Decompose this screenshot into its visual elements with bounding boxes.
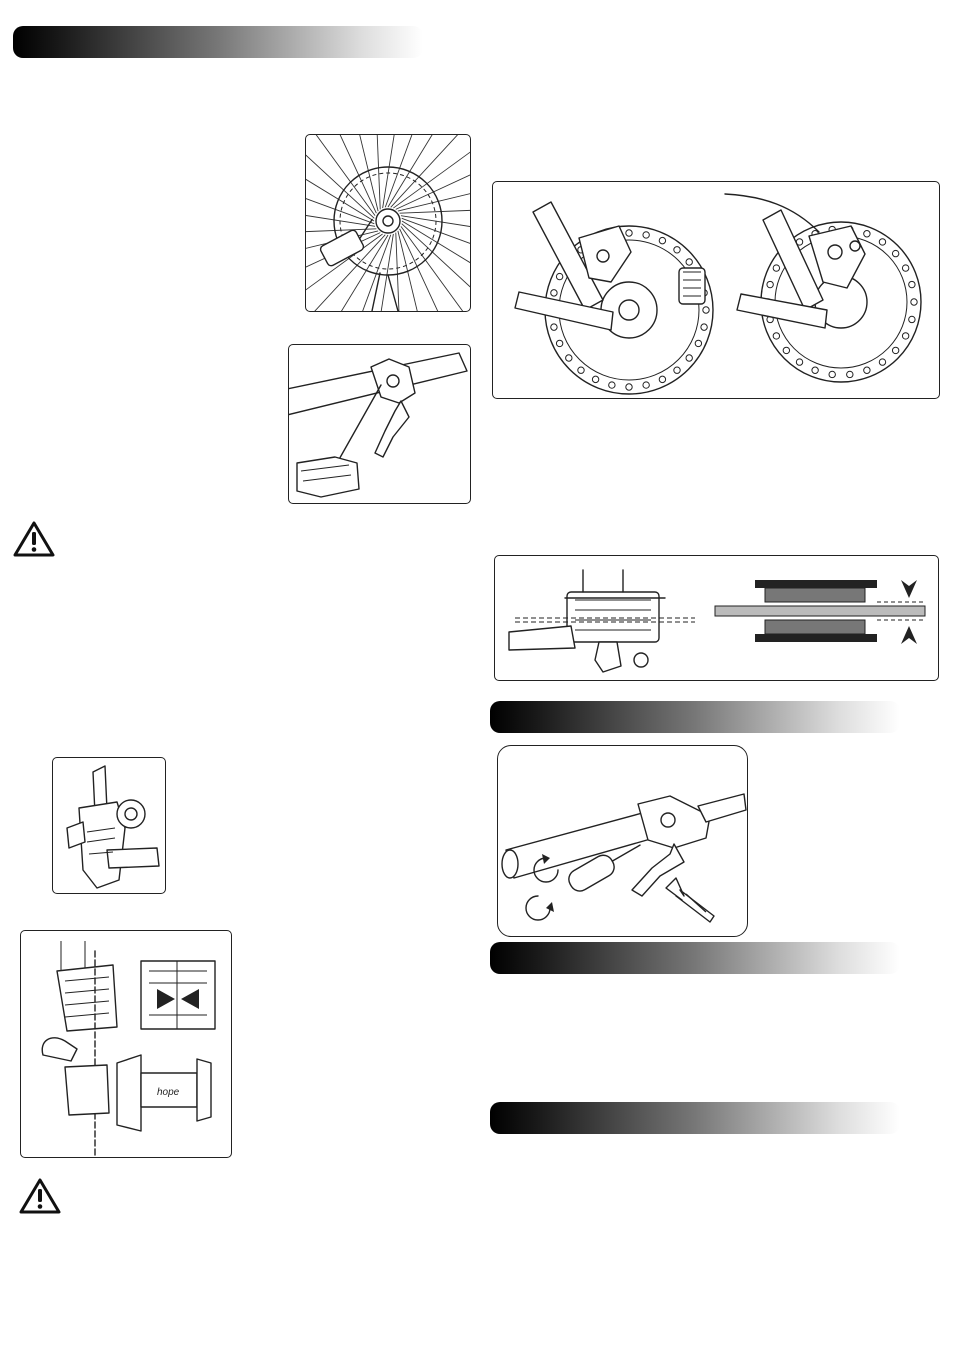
warning-triangle-icon bbox=[19, 1177, 61, 1215]
pad-gap-diagram bbox=[495, 556, 938, 680]
hub-logo: hope bbox=[157, 1087, 180, 1098]
caliper-rotor-illustration bbox=[493, 182, 939, 398]
warning-triangle-icon bbox=[13, 520, 55, 558]
figure-adaptor-detail bbox=[52, 757, 166, 894]
hub-caliper-alignment-illustration bbox=[21, 931, 231, 1157]
figure-rotor-caliper-pair bbox=[492, 181, 940, 399]
caliper-adaptor-illustration bbox=[53, 758, 165, 893]
lever-clamp-allen-key-illustration bbox=[289, 345, 470, 503]
section-bar-3 bbox=[490, 942, 900, 974]
lever-reach-adjust-illustration bbox=[498, 746, 747, 936]
figure-hub-alignment bbox=[20, 930, 232, 1158]
section-bar-4 bbox=[490, 1102, 900, 1134]
section-bar-lever-reach bbox=[490, 701, 900, 733]
figure-wheel-rotor bbox=[305, 134, 471, 312]
figure-pad-alignment bbox=[494, 555, 939, 681]
section-bar-top bbox=[13, 26, 423, 58]
figure-lever-mount bbox=[288, 344, 471, 504]
wheel-rotor-allen-key-illustration bbox=[306, 135, 470, 311]
figure-reach-adjust bbox=[497, 745, 748, 937]
